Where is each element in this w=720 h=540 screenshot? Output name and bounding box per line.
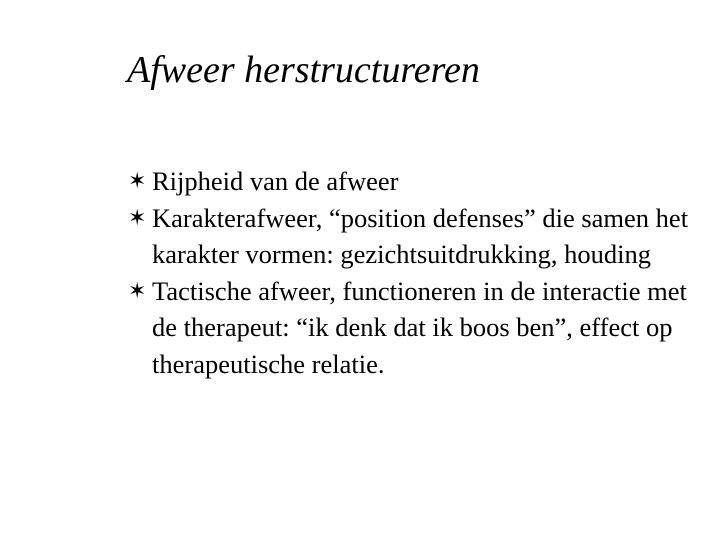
bullet-text: Tactische afweer, functioneren in de interactie met de therapeut: “ik denk dat ik boos ben”, effect op therapeutische relatie.: [152, 275, 687, 379]
bullet-item: [128, 200, 708, 273]
bullet-list: [128, 163, 708, 382]
star-bullet-icon: ✶: [128, 204, 147, 230]
star-bullet-icon: ✶: [128, 168, 147, 193]
bullet-text: Rijpheid van de afweer: [152, 166, 399, 196]
bullet-text: Karakterafweer, “position defenses” die samen het karakter vormen: gezichtsuitdrukking, houding: [152, 202, 689, 269]
star-bullet-icon: ✶: [128, 277, 147, 303]
slide-title: Afweer herstructureren: [127, 49, 480, 91]
bullet-item: [128, 273, 708, 383]
bullet-item: [128, 163, 708, 200]
